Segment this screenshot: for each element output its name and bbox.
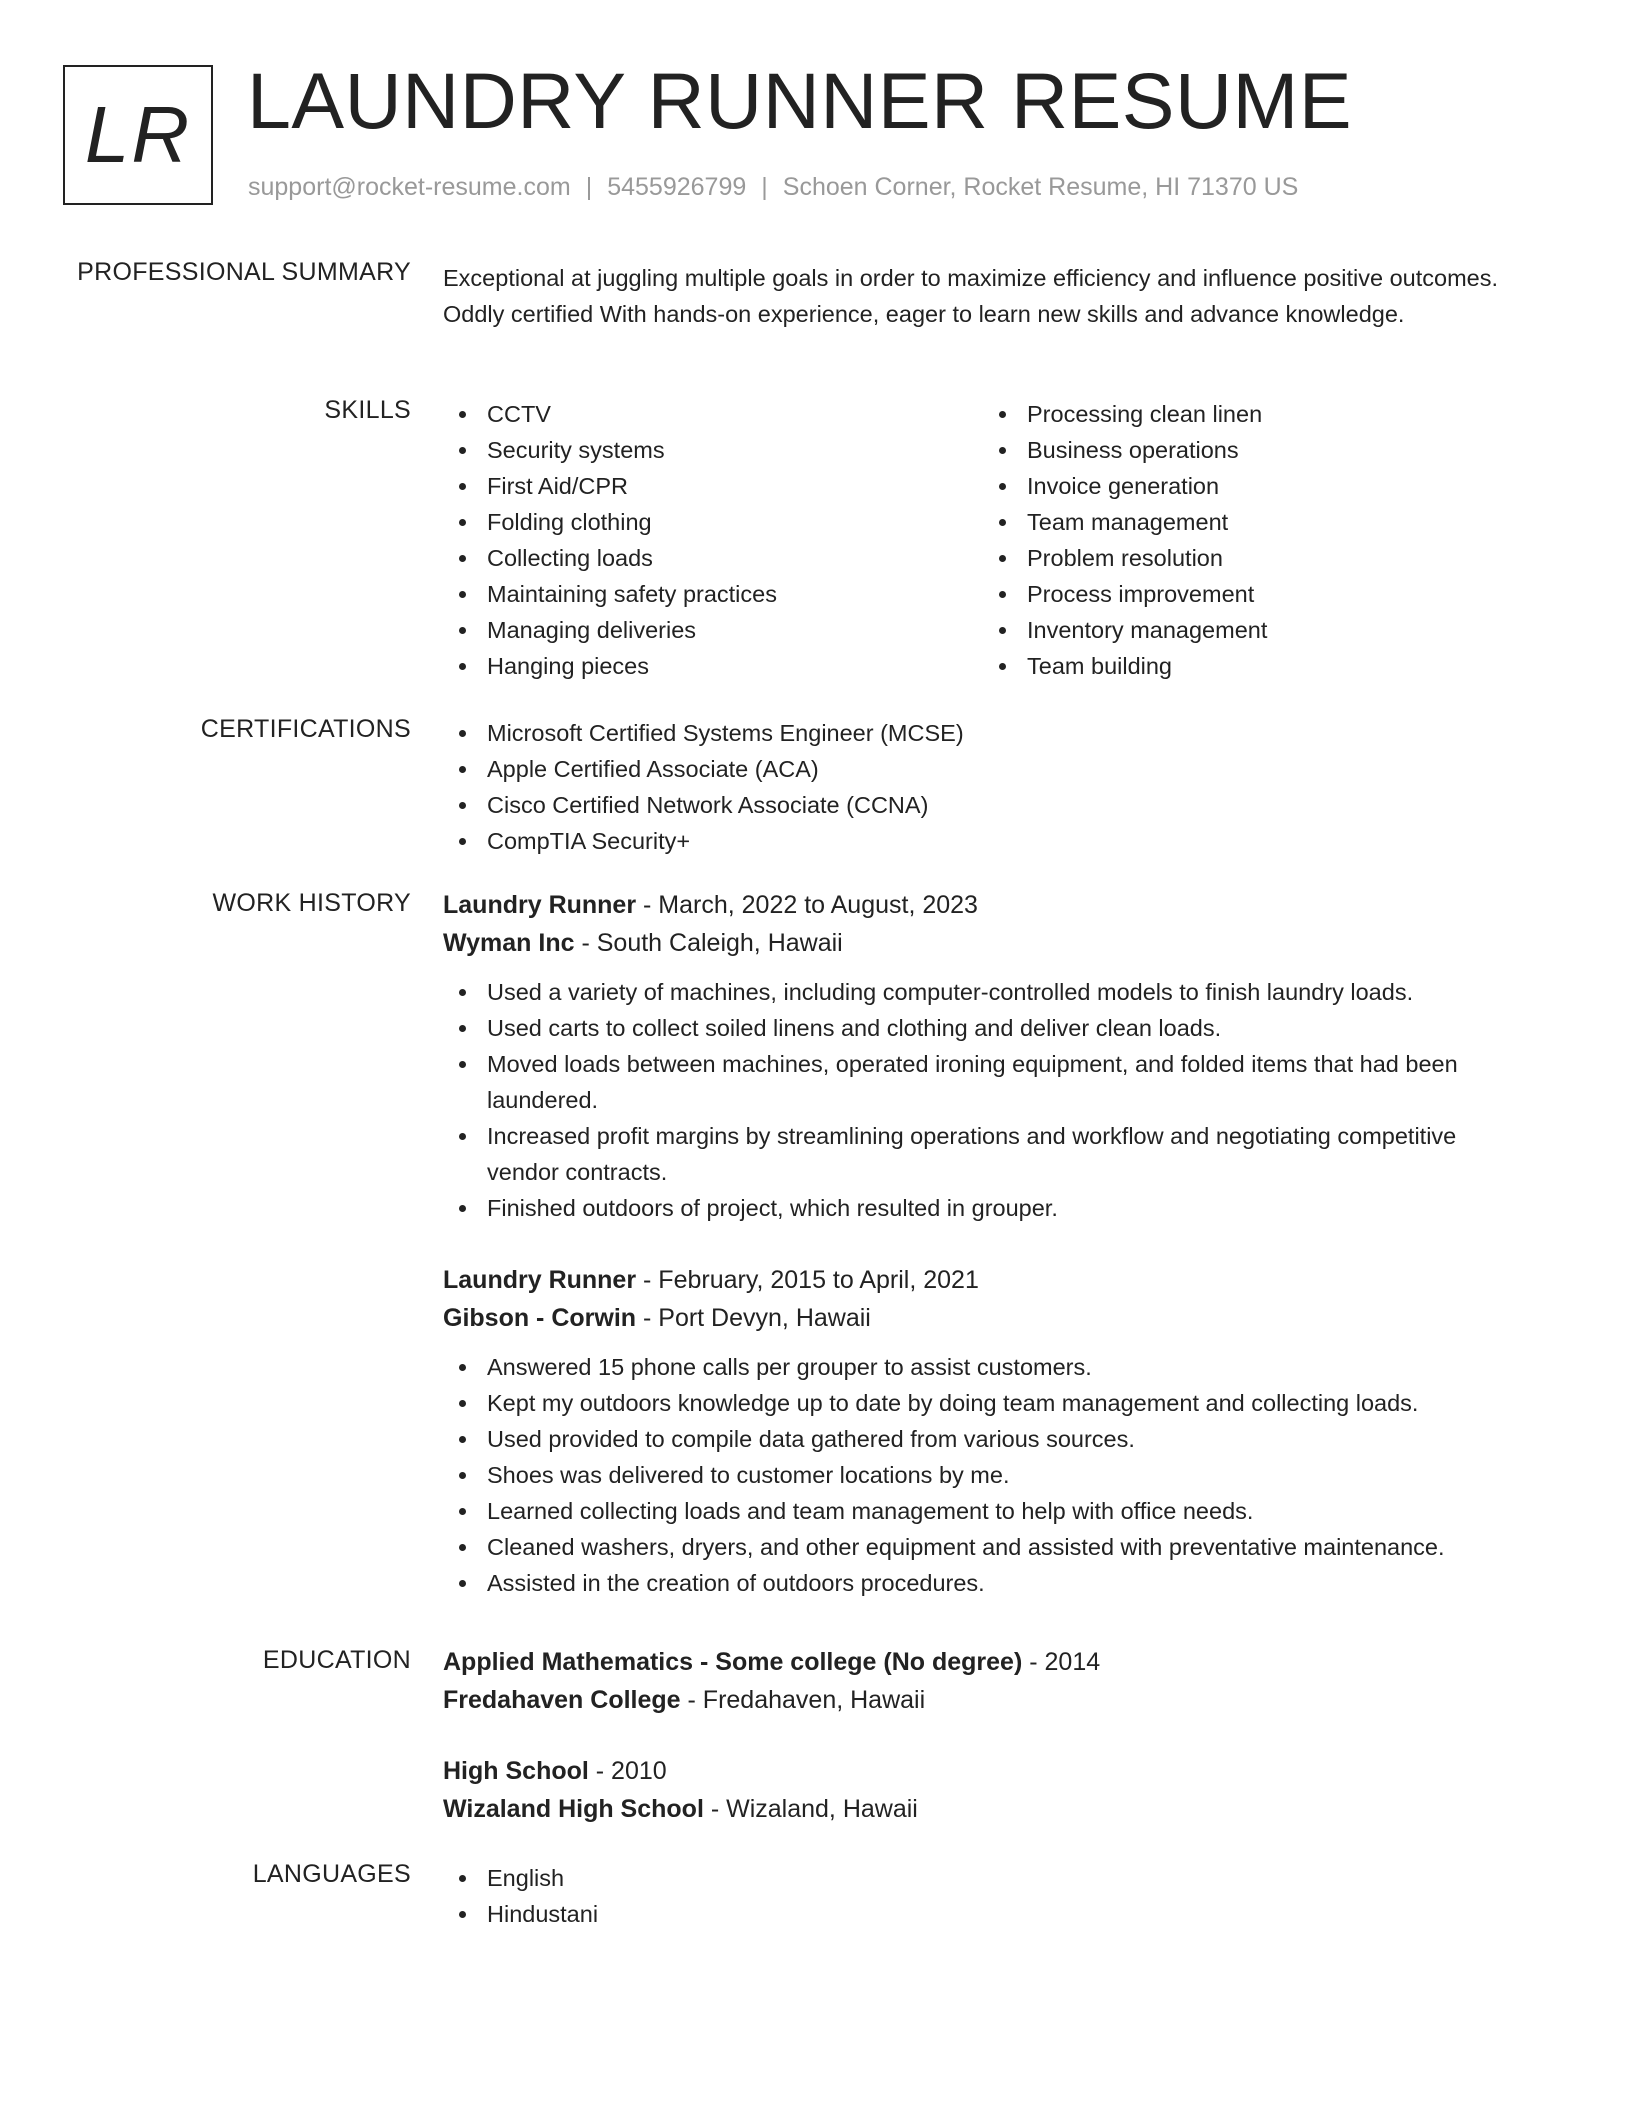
section-label-languages: LANGUAGES [252, 1860, 411, 1888]
job-duties-list [443, 974, 1523, 1226]
education-school: Fredahaven College [443, 1686, 681, 1714]
languages-content [443, 1860, 1523, 1932]
job-duty: Cleaned washers, dryers, and other equipment and assisted with preventative maintenance. [443, 1529, 1523, 1565]
skill-item: Hanging pieces [443, 648, 983, 684]
language-item: Hindustani [443, 1896, 1523, 1932]
education-year: - 2010 [588, 1757, 667, 1785]
job-duty: Moved loads between machines, operated ironing equipment, and folded items that had been laundered. [443, 1046, 1523, 1118]
job-employer [443, 924, 1523, 962]
education-heading [443, 1643, 1523, 1681]
contact-phone[interactable]: 5455926799 [607, 173, 747, 201]
education-heading [443, 1752, 1523, 1790]
skill-item: Process improvement [983, 576, 1523, 612]
skill-item: Invoice generation [983, 468, 1523, 504]
section-label-summary: PROFESSIONAL SUMMARY [77, 258, 411, 286]
skill-item: Team building [983, 648, 1523, 684]
job-location: - South Caleigh, Hawaii [574, 929, 843, 957]
section-label-skills: SKILLS [324, 396, 411, 424]
job-duty: Answered 15 phone calls per grouper to assist customers. [443, 1349, 1523, 1385]
job-duty: Finished outdoors of project, which resulted in grouper. [443, 1190, 1523, 1226]
job-duty: Used carts to collect soiled linens and clothing and deliver clean loads. [443, 1010, 1523, 1046]
skills-list-right [983, 396, 1523, 684]
skill-item: Team management [983, 504, 1523, 540]
job-heading [443, 1261, 1523, 1299]
skills-columns [443, 396, 1523, 684]
job-company: Gibson - Corwin [443, 1304, 637, 1332]
education-location: - Fredahaven, Hawaii [680, 1686, 926, 1714]
job-employer [443, 1299, 1523, 1337]
education-year: - 2014 [1022, 1648, 1101, 1676]
section-label-certifications: CERTIFICATIONS [200, 715, 411, 743]
job-entry [443, 886, 1523, 1226]
skill-item: Folding clothing [443, 504, 983, 540]
certifications-content [443, 715, 1523, 859]
skill-item: Maintaining safety practices [443, 576, 983, 612]
education-school: Wizaland High School [443, 1795, 704, 1823]
skills-list-left [443, 396, 983, 684]
monogram-text: LR [84, 90, 192, 179]
job-dates: - February, 2015 to April, 2021 [636, 1266, 979, 1294]
skill-item: CCTV [443, 396, 983, 432]
language-item: English [443, 1860, 1523, 1896]
job-duty: Used a variety of machines, including computer-controlled models to finish laundry loads. [443, 974, 1523, 1010]
certification-item: Cisco Certified Network Associate (CCNA) [443, 787, 1523, 823]
languages-list [443, 1860, 1523, 1932]
job-duty: Assisted in the creation of outdoors procedures. [443, 1565, 1523, 1601]
job-duty: Learned collecting loads and team management to help with office needs. [443, 1493, 1523, 1529]
education-entry [443, 1752, 1523, 1828]
job-dates: - March, 2022 to August, 2023 [636, 891, 978, 919]
skill-item: Problem resolution [983, 540, 1523, 576]
education-degree: High School [443, 1757, 589, 1785]
skill-item: Business operations [983, 432, 1523, 468]
contact-line [248, 173, 1298, 202]
resume-title: LAUNDRY RUNNER RESUME [247, 56, 1353, 145]
certification-item: Microsoft Certified Systems Engineer (MCSE) [443, 715, 1523, 751]
monogram-logo [63, 65, 213, 205]
skill-item: Inventory management [983, 612, 1523, 648]
job-role: Laundry Runner [443, 891, 637, 919]
job-duty: Increased profit margins by streamlining operations and workflow and negotiating competitive vendor contracts. [443, 1118, 1523, 1190]
certification-item: Apple Certified Associate (ACA) [443, 751, 1523, 787]
job-company: Wyman Inc [443, 929, 575, 957]
job-entry [443, 1261, 1523, 1601]
job-duty: Shoes was delivered to customer locations by me. [443, 1457, 1523, 1493]
education-degree: Applied Mathematics - Some college (No degree) [443, 1648, 1023, 1676]
skill-item: Collecting loads [443, 540, 983, 576]
skill-item: First Aid/CPR [443, 468, 983, 504]
education-institution [443, 1681, 1523, 1719]
education-institution [443, 1790, 1523, 1828]
job-duties-list [443, 1349, 1523, 1601]
certification-item: CompTIA Security+ [443, 823, 1523, 859]
education-location: - Wizaland, Hawaii [703, 1795, 918, 1823]
contact-email[interactable]: support@rocket-resume.com [248, 173, 571, 201]
job-location: - Port Devyn, Hawaii [636, 1304, 871, 1332]
section-label-education: EDUCATION [262, 1646, 411, 1674]
skill-item: Processing clean linen [983, 396, 1523, 432]
contact-separator: | [585, 173, 593, 201]
job-heading [443, 886, 1523, 924]
job-duty: Used provided to compile data gathered from various sources. [443, 1421, 1523, 1457]
certifications-list [443, 715, 1523, 859]
skill-item: Security systems [443, 432, 983, 468]
section-label-work-history: WORK HISTORY [212, 889, 411, 917]
summary-text: Exceptional at juggling multiple goals in order to maximize efficiency and influence positive outcomes. Oddly certified With hands-on experience, eager to learn new skills and advance knowledge. [443, 265, 1499, 327]
job-duty: Kept my outdoors knowledge up to date by doing team management and collecting loads. [443, 1385, 1523, 1421]
contact-address: Schoen Corner, Rocket Resume, HI 71370 US [782, 173, 1299, 201]
skill-item: Managing deliveries [443, 612, 983, 648]
education-entry [443, 1643, 1523, 1719]
contact-separator: | [761, 173, 768, 201]
job-role: Laundry Runner [443, 1266, 637, 1294]
